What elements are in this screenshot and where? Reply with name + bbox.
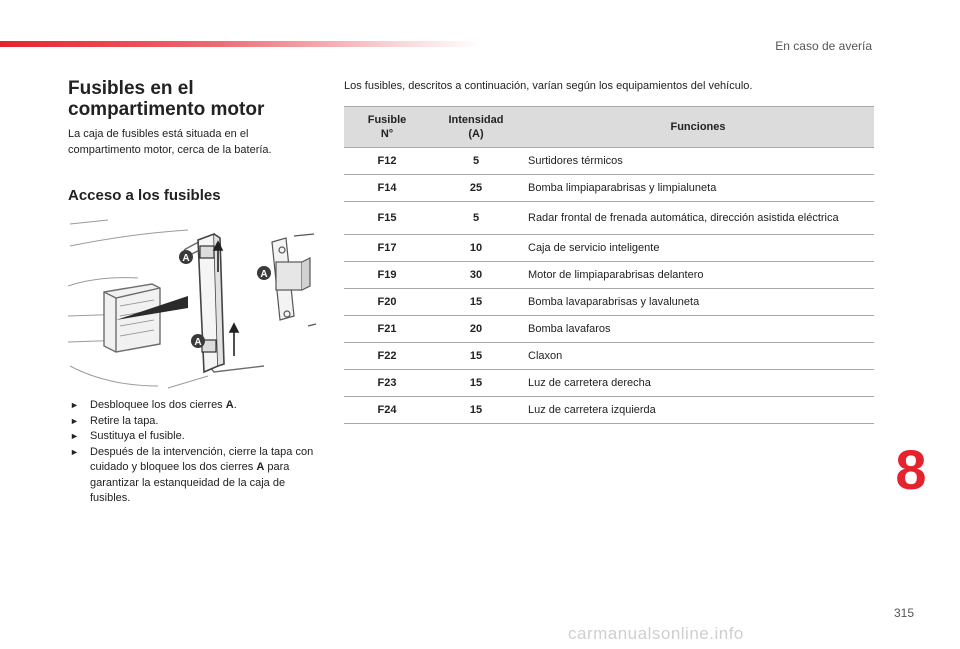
table-row [344, 370, 874, 397]
cell-amp: 5 [430, 148, 522, 175]
step-item: ► Sustituya el fusible. [68, 429, 320, 445]
cell-amp: 20 [430, 316, 522, 343]
cell-fusible: F17 [344, 235, 430, 262]
arrow-bullet-icon: ► [70, 446, 79, 457]
cell-fusible: F22 [344, 343, 430, 370]
table-row [344, 316, 874, 343]
intro-text: La caja de fusibles está situada en el compartimento motor, cerca de la batería. [68, 128, 272, 156]
fuse-table [344, 106, 874, 424]
cell-function: Bomba lavaparabrisas y lavaluneta [522, 289, 874, 316]
arrow-bullet-icon: ► [70, 400, 79, 410]
cell-amp: 10 [430, 235, 522, 262]
cell-fusible: F15 [344, 202, 430, 235]
cell-function: Caja de servicio inteligente [522, 235, 874, 262]
cell-amp: 15 [430, 397, 522, 424]
watermark-text: carmanualsonline.info [568, 624, 744, 643]
arrow-bullet-icon: ► [70, 415, 79, 426]
label-a-side: A [260, 269, 268, 280]
cell-amp: 5 [430, 202, 522, 235]
cell-fusible: F19 [344, 262, 430, 289]
cell-function: Bomba limpiaparabrisas y limpialuneta [522, 175, 874, 202]
access-subtitle: Acceso a los fusibles [68, 187, 221, 204]
table-row [344, 202, 874, 235]
chapter-number: 8 [895, 438, 927, 501]
cell-amp: 25 [430, 175, 522, 202]
step-item: ► Retire la tapa. [68, 414, 320, 430]
cell-fusible: F12 [344, 148, 430, 175]
table-row [344, 175, 874, 202]
table-row [344, 289, 874, 316]
cell-amp: 15 [430, 370, 522, 397]
table-row [344, 148, 874, 175]
cell-function: Surtidores térmicos [522, 148, 874, 175]
cell-fusible: F24 [344, 397, 430, 424]
cell-function: Claxon [522, 343, 874, 370]
section-name: En caso de avería [775, 39, 872, 53]
table-intro: Los fusibles, descritos a continuación, varían según los equipamientos del vehículo. [344, 80, 753, 92]
cell-fusible: F14 [344, 175, 430, 202]
cell-function: Luz de carretera derecha [522, 370, 874, 397]
col-header-fusible: Fusible N° [344, 107, 430, 148]
cell-amp: 30 [430, 262, 522, 289]
steps-list [68, 398, 320, 507]
table-header-row [344, 107, 874, 148]
cell-amp: 15 [430, 289, 522, 316]
label-a-top: A [182, 253, 190, 264]
arrow-bullet-icon: ► [70, 431, 79, 441]
page-title: Fusibles en el compartimento motor [68, 78, 265, 120]
col-header-intensidad: Intensidad (A) [430, 107, 522, 148]
step-item: ► Desbloquee los dos cierres A. [68, 398, 320, 414]
cell-fusible: F21 [344, 316, 430, 343]
cell-amp: 15 [430, 343, 522, 370]
cell-function: Luz de carretera izquierda [522, 397, 874, 424]
table-row [344, 397, 874, 424]
cell-function: Bomba lavafaros [522, 316, 874, 343]
page-number: 315 [893, 606, 914, 620]
cell-fusible: F20 [344, 289, 430, 316]
header-accent-bar [0, 41, 480, 47]
step-item: ► Después de la intervención, cierre la tapa con cuidado y bloquee los dos cierres A para garantizar la estanqueidad de la caja de fusibles. [70, 445, 314, 504]
cell-function: Motor de limpiaparabrisas delantero [522, 262, 874, 289]
label-a-bottom: A [194, 337, 202, 348]
col-header-funciones: Funciones [522, 107, 874, 148]
table-row [344, 262, 874, 289]
table-row [344, 235, 874, 262]
table-row [344, 343, 874, 370]
cell-fusible: F23 [344, 370, 430, 397]
cell-function: Radar frontal de frenada automática, dirección asistida eléctrica [522, 202, 874, 235]
fuse-box-illustration [68, 216, 318, 391]
